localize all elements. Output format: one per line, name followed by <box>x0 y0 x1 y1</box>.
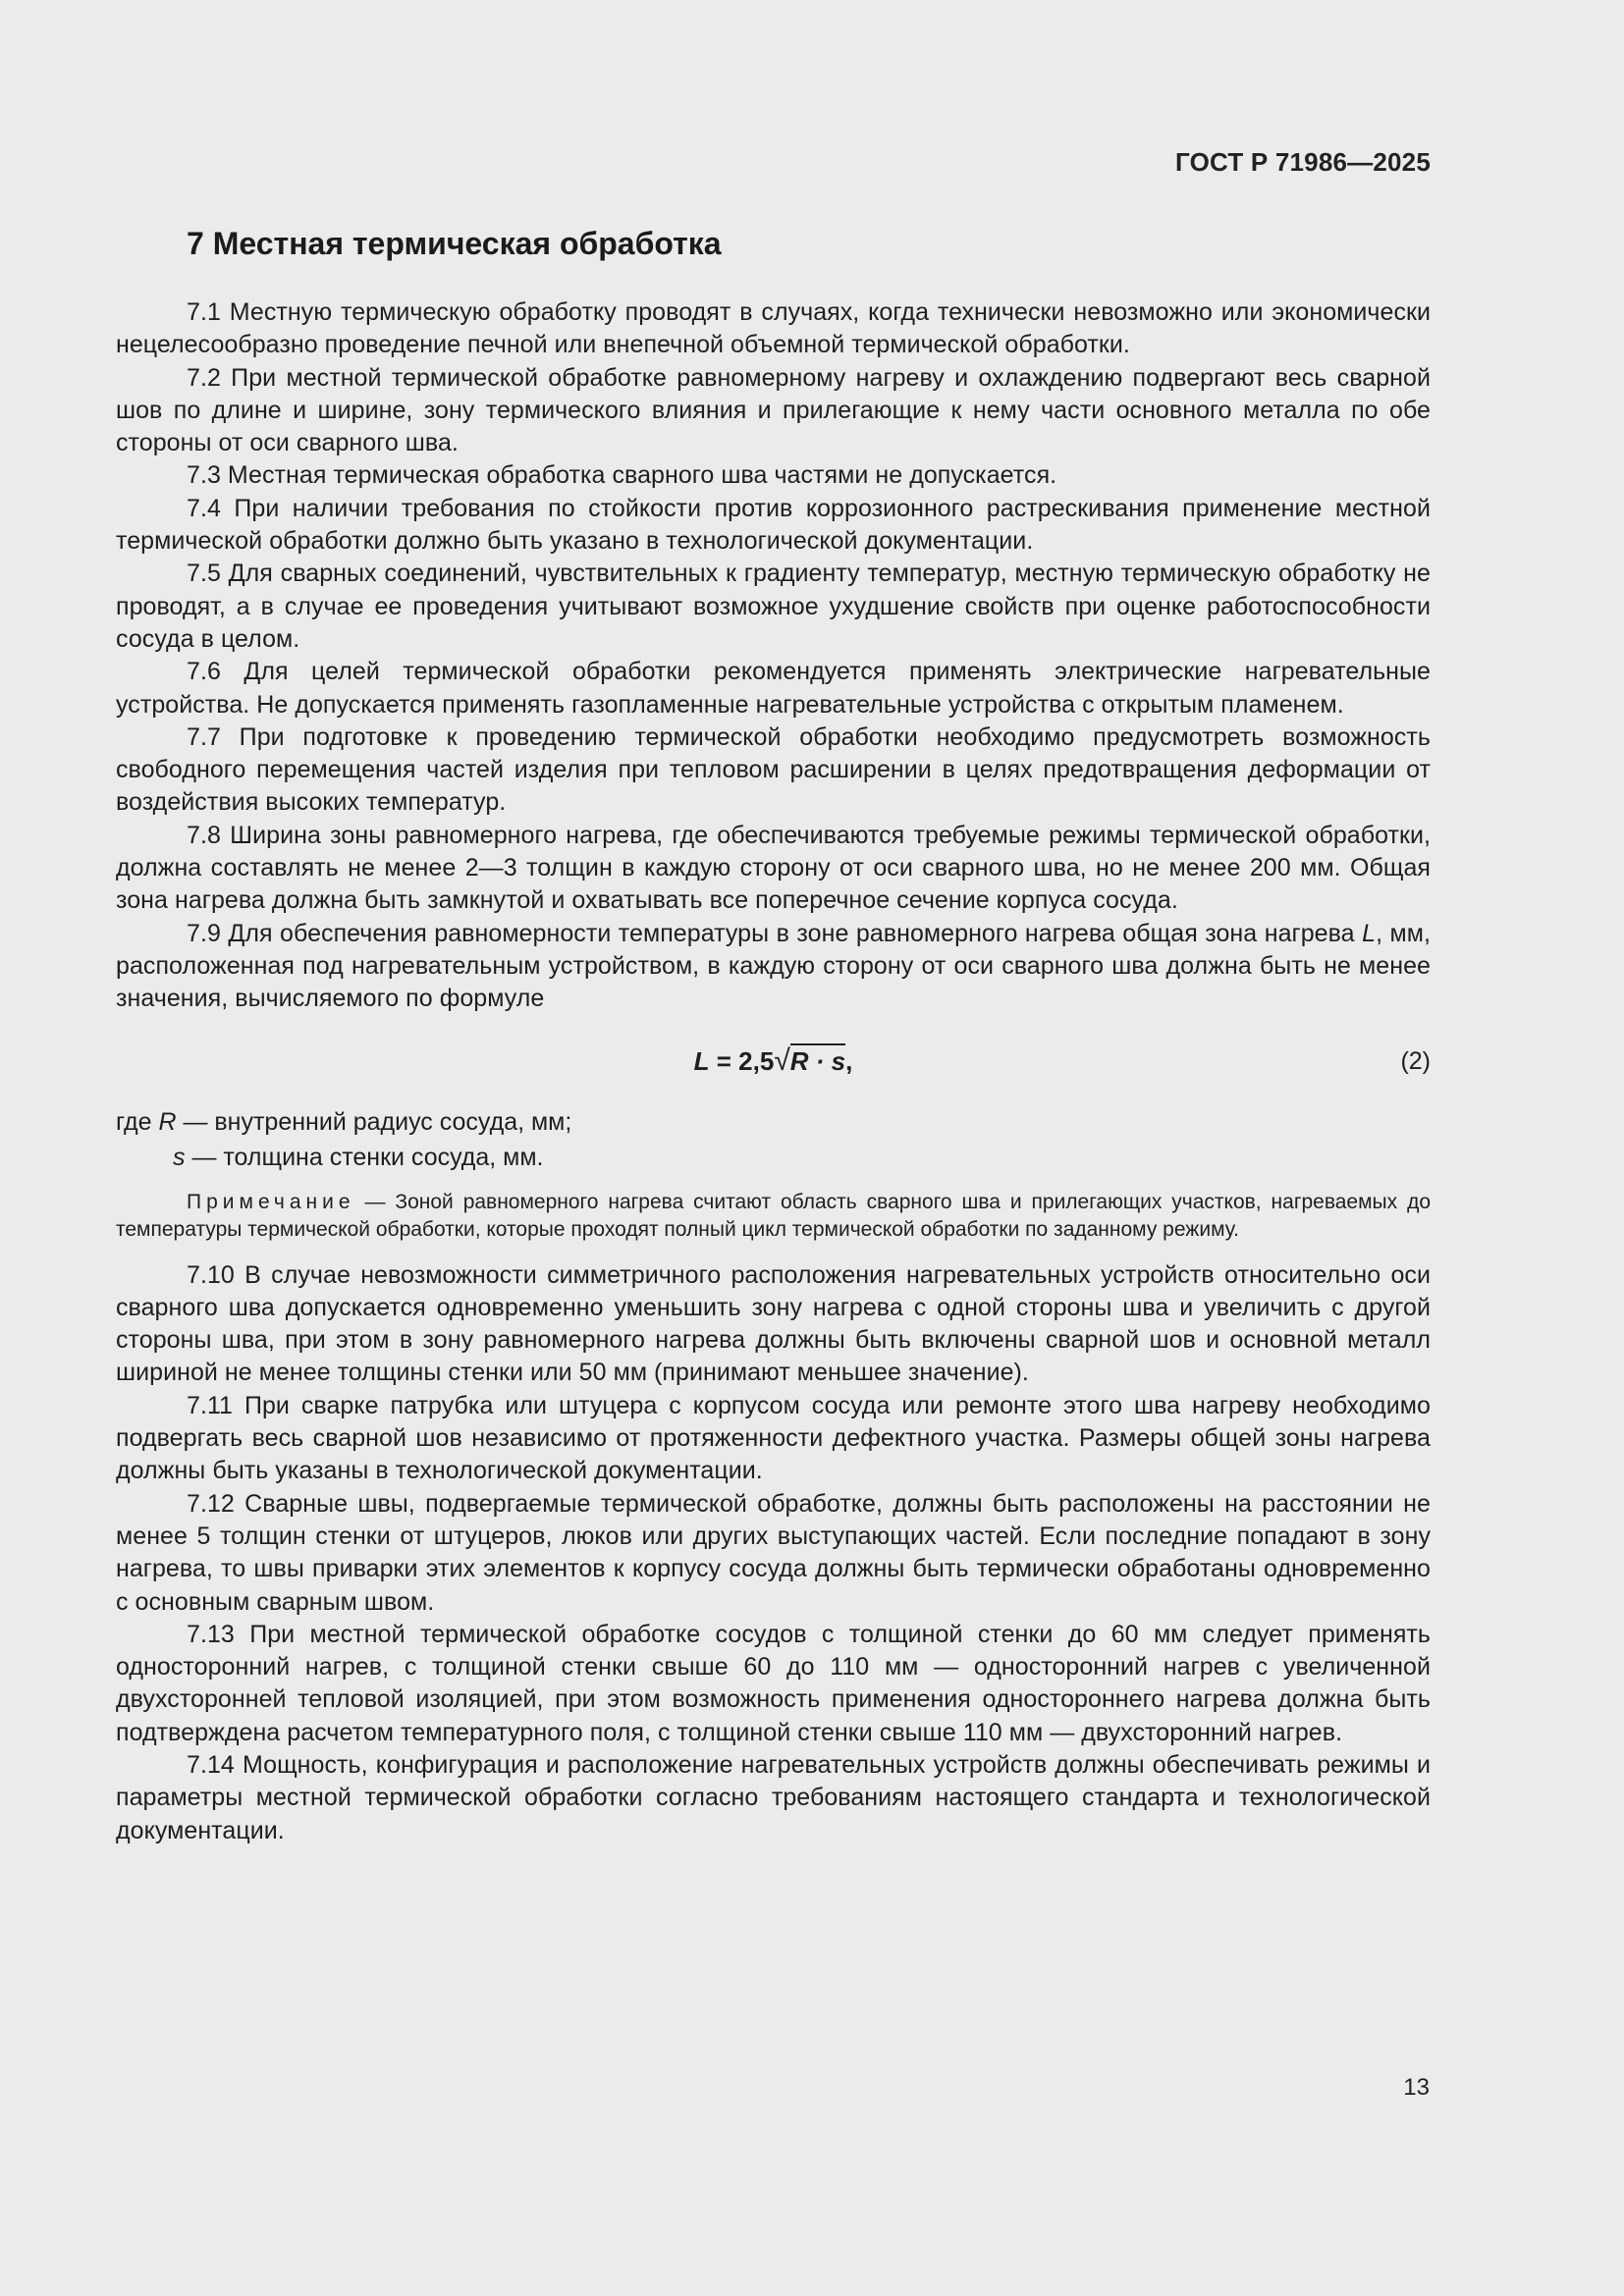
note <box>116 1189 1431 1244</box>
clause-7-3: 7.3 Местная термическая обработка сварного шва частями не допускается. <box>187 461 1057 490</box>
clause-7-11: 7.11 При сварке патрубка или штуцера с корпусом сосуда или ремонте этого шва нагреву необходимо подвергать весь сварной шов независимо от протяженности дефектного участка. Размеры общей зоны нагрева должны быть указаны в технологической документации. <box>116 1391 1431 1485</box>
clause-7-12: 7.12 Сварные швы, подвергаемые термической обработке, должны быть расположены на расстоянии не менее 5 толщин стенки от штуцеров, люков или других выступающих частей. Если последние попадают в зону нагрева, то швы приварки этих элементов к корпусу сосуда должны быть термически обработаны одновременно с основным сварным швом. <box>116 1489 1431 1616</box>
clause-7-13: 7.13 При местной термической обработке сосудов с толщиной стенки до 60 мм следует применять односторонний нагрев, с толщиной стенки свыше 60 до 110 мм — односторонний нагрев с увеличенной двухсторонней тепловой изоляцией, при этом возможность применения одностороннего нагрева должна быть подтверждена расчетом температурного поля, с толщиной стенки свыше 110 мм — двухсторонний нагрев. <box>116 1620 1431 1746</box>
note-label: Примечание <box>187 1190 355 1213</box>
formula-lhs: L <box>693 1045 710 1076</box>
formula-trailing-comma: , <box>845 1045 853 1076</box>
page-content <box>116 224 1431 1847</box>
clause-7-8: 7.8 Ширина зоны равномерного нагрева, где обеспечиваются требуемые режимы термической обработки, должна составлять не менее 2—3 толщин в каждую сторону от оси сварного шва, но не менее 200 мм. Общая зона нагрева должна быть замкнутой и охватывать все поперечное сечение корпуса сосуда. <box>116 821 1431 915</box>
where-s <box>116 1140 1431 1175</box>
document-code: ГОСТ Р 71986—2025 <box>1175 147 1431 177</box>
formula-block <box>116 1038 1431 1085</box>
where-s-variable: s <box>173 1143 186 1171</box>
formula <box>116 1043 1431 1079</box>
formula-number: (2) <box>1400 1046 1431 1075</box>
clause-7-7: 7.7 При подготовке к проведению термической обработки необходимо предусмотреть возможность свободного перемещения частей изделия при тепловом расширении в целях предотвращения деформации от воздействия высоких температур. <box>116 722 1431 817</box>
page-number: 13 <box>1403 2074 1430 2101</box>
clause-7-10: 7.10 В случае невозможности симметричного расположения нагревательных устройств относительно оси сварного шва допускается одновременно уменьшить зону нагрева с одной стороны шва и увеличить с другой стороны шва, при этом в зону равномерного нагрева должны быть включены сварной шов и основной металл шириной не менее толщины стенки или 50 мм (принимают меньшее значение). <box>116 1260 1431 1387</box>
clause-7-4: 7.4 При наличии требования по стойкости против коррозионного растрескивания применение местной термической обработки должно быть указано в технологической документации. <box>116 494 1431 556</box>
formula-radicand: R · s <box>790 1043 845 1076</box>
clause-7-14: 7.14 Мощность, конфигурация и расположение нагревательных устройств должны обеспечивать режимы и параметры местной термической обработки согласно требованиям настоящего стандарта и технологической документации. <box>116 1750 1431 1844</box>
clause-7-2: 7.2 При местной термической обработке равномерному нагреву и охлаждению подвергают весь сварной шов по длине и ширине, зону термического влияния и прилегающие к нему части основного металла по обе стороны от оси сварного шва. <box>116 363 1431 457</box>
where-r-variable: R <box>158 1107 177 1136</box>
section-title: 7 Местная термическая обработка <box>187 226 722 261</box>
square-root-icon: √ <box>774 1043 790 1077</box>
clause-7-9-text-after: , мм, расположенная под нагревательным устройством, в каждую сторону от оси сварного шва должна быть не менее значения, вычисляемого по формуле <box>116 919 1432 1013</box>
where-r <box>116 1104 1431 1140</box>
where-s-definition: — толщина стенки сосуда, мм. <box>185 1143 544 1171</box>
where-prefix: где <box>116 1107 159 1136</box>
clause-7-5: 7.5 Для сварных соединений, чувствительных к градиенту температур, местную термическую обработку не проводят, а в случае ее проведения учитывают возможное ухудшение свойств при оценке работоспособности сосуда в целом. <box>116 560 1431 653</box>
note-text: — Зоной равномерного нагрева считают область сварного шва и прилегающих участков, нагреваемых до температуры термической обработки, которые проходят полный цикл термической обработки по заданному режиму. <box>116 1190 1431 1241</box>
clause-7-9-variable: L <box>1362 919 1377 947</box>
where-r-definition: — внутренний радиус сосуда, мм; <box>176 1107 572 1136</box>
clause-7-9 <box>116 918 1431 1016</box>
clause-7-6: 7.6 Для целей термической обработки рекомендуется применять электрические нагревательные устройства. Не допускается применять газопламенные нагревательные устройства с открытым пламенем. <box>116 658 1431 719</box>
clause-7-9-text-before: 7.9 Для обеспечения равномерности температуры в зоне равномерного нагрева общая зона нагрева <box>187 919 1363 947</box>
clause-7-1: 7.1 Местную термическую обработку проводят в случаях, когда технически невозможно или экономически нецелесообразно проведение печной или внепечной объемной термической обработки. <box>116 298 1431 359</box>
formula-coefficient: = 2,5 <box>709 1045 775 1076</box>
